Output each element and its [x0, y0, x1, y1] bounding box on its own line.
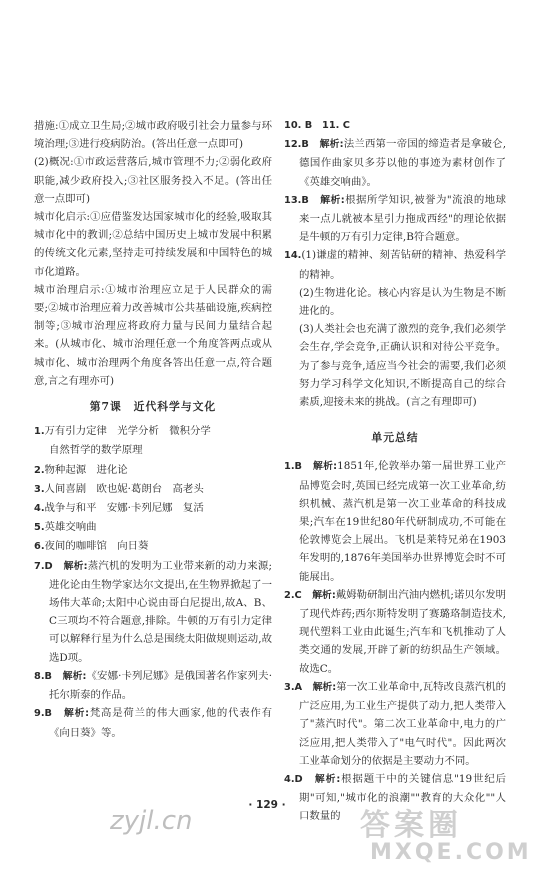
answer-8: 8.B 解析:《安娜·卡列尼娜》是俄国著名作家列夫·托尔斯泰的作品。: [34, 669, 273, 702]
unit-summary-heading: 单元总结: [371, 431, 419, 445]
list-item: 1.万有引力定律 光学分析 微积分学: [34, 425, 211, 438]
answer-12: 12.B 解析:法兰西第一帝国的缔造者是拿破仑,德国作曲家贝多芬以他的事迹为素材创作了《英雄交响曲》。: [284, 138, 506, 188]
list-item: 3.人间喜剧 欧也妮·葛朗台 高老头: [34, 482, 204, 495]
answer-2-overview: (2)概况:①市政运营落后,城市管理不力;②弱化政府职能,减少政府投入;③社区服务投入不足。(答出任意一点即可): [34, 156, 272, 205]
list-item: 6.夜间的咖啡馆 向日葵: [34, 540, 149, 553]
watermark-left: zyjl.cn: [110, 806, 193, 836]
answer-14-part2: (2)生物进化论。核心内容是认为生物是不断进化的。: [299, 286, 506, 318]
summary-answer-1: 1.B 解析:1851年,伦敦举办第一届世界工业产品博览会时,英国已经完成第一次工业革命,纺织机械、蒸汽机是第一次工业革命的科技成果;汽车在19世纪80年代研制成功,不可能在伦敦博览会上展出。飞机是莱特兄弟在1903年发明的,1876年美国举办世界博览会时不可能展出。: [284, 460, 507, 583]
answer-14-part1: 14.(1)谦虚的精神、刻苦钻研的精神、热爱科学的精神。: [284, 249, 506, 281]
summary-answer-4: 4.D 解析:根据题干中的关键信息"19世纪后期"可知,"城市化的浪潮""教育的大众化""人口数量的: [284, 772, 507, 823]
answer-14-part3: (3)人类社会也充满了激烈的竞争,我们必须学会生存,学会竞争,正确认识和对待公平竞争。为了参与竞争,适应当今社会的需要,我们必须努力学习科学文化知识,不断提高自己的综合素质,迎接未来的挑战。(言之有理即可): [299, 323, 506, 409]
list-item: 自然哲学的数学原理: [49, 444, 143, 457]
lesson-7-heading: 第7课 近代科学与文化: [89, 400, 217, 414]
answer-7: 7.D 解析:蒸汽机的发明为工业带来新的动力来源;进化论由生物学家达尔文提出,在生物界掀起了一场伟大革命;太阳中心说由哥白尼提出,故A、B、C三项均不符合题意,排除。牛顿的万有引力定律可以解释行星为什么总是围绕太阳做规则运动,故选D项。: [34, 559, 273, 664]
left-column: [34, 117, 272, 742]
watermark-right-logo: 答案圈: [360, 808, 462, 843]
city-governance-measures: 措施:①成立卫生局;②城市政府吸引社会力量参与环境治理;③进行疫病防治。(答出任意一点即可): [34, 120, 272, 151]
list-item: 4.战争与和平 安娜·卡列尼娜 复活: [34, 502, 204, 515]
page-number: · 129 ·: [248, 799, 286, 811]
summary-answer-3: 3.A 解析:第一次工业革命中,瓦特改良蒸汽机的广泛应用,为工业生产提供了动力,把人类带入了"蒸汽时代"。第二次工业革命中,电力的广泛应用,把人类带入了"电气时代"。因此两次工业革命划分的依据是主要动力不同。: [284, 680, 507, 767]
answer-9: 9.B 解析:梵高是荷兰的伟大画家,他的代表作有《向日葵》等。: [34, 707, 272, 739]
urbanization-inspiration: 城市化启示:①应借鉴发达国家城市化的经验,吸取其城市化中的教训;②总结中国历史上城市发展中积累的传统文化元素,坚持走可持续发展和中国特色的城市化道路。: [34, 211, 272, 278]
fill-in-answers: [34, 422, 272, 556]
summary-answer-2: 2.C 解析:戴姆勒研制出汽油内燃机;诺贝尔发明了现代炸药;西尔斯特发明了赛璐珞制造技术,现代塑料工业由此诞生;汽车和飞机推动了人类交通的发展,开辟了新的纺织品生产领域。故选C。: [284, 588, 507, 675]
answer-13: 13.B 解析:根据所学知识,被誉为"流浪的地球来一点儿就被本星引力拖成西经"的理论依据是牛顿的万有引力定律,B符合题意。: [284, 193, 506, 244]
watermark-right-url: MXQE.COM: [370, 840, 532, 865]
list-item: 2.物种起源 进化论: [34, 463, 128, 476]
answer-10-11: 10. B 11. C: [284, 120, 350, 131]
list-item: 5.英雄交响曲: [34, 521, 97, 534]
city-governance-inspiration: 城市治理启示:①城市治理应立足于人民群众的需要;②城市治理应着力改善城市公共基础设施,疾病控制等;③城市治理应将政府力量与民间力量结合起来。(从城市化、城市治理任意一个角度答两点或从城市化、城市治理两个角度各答出任意一点,符合题意,言之有理亦可): [34, 283, 272, 387]
right-column: [284, 117, 506, 826]
